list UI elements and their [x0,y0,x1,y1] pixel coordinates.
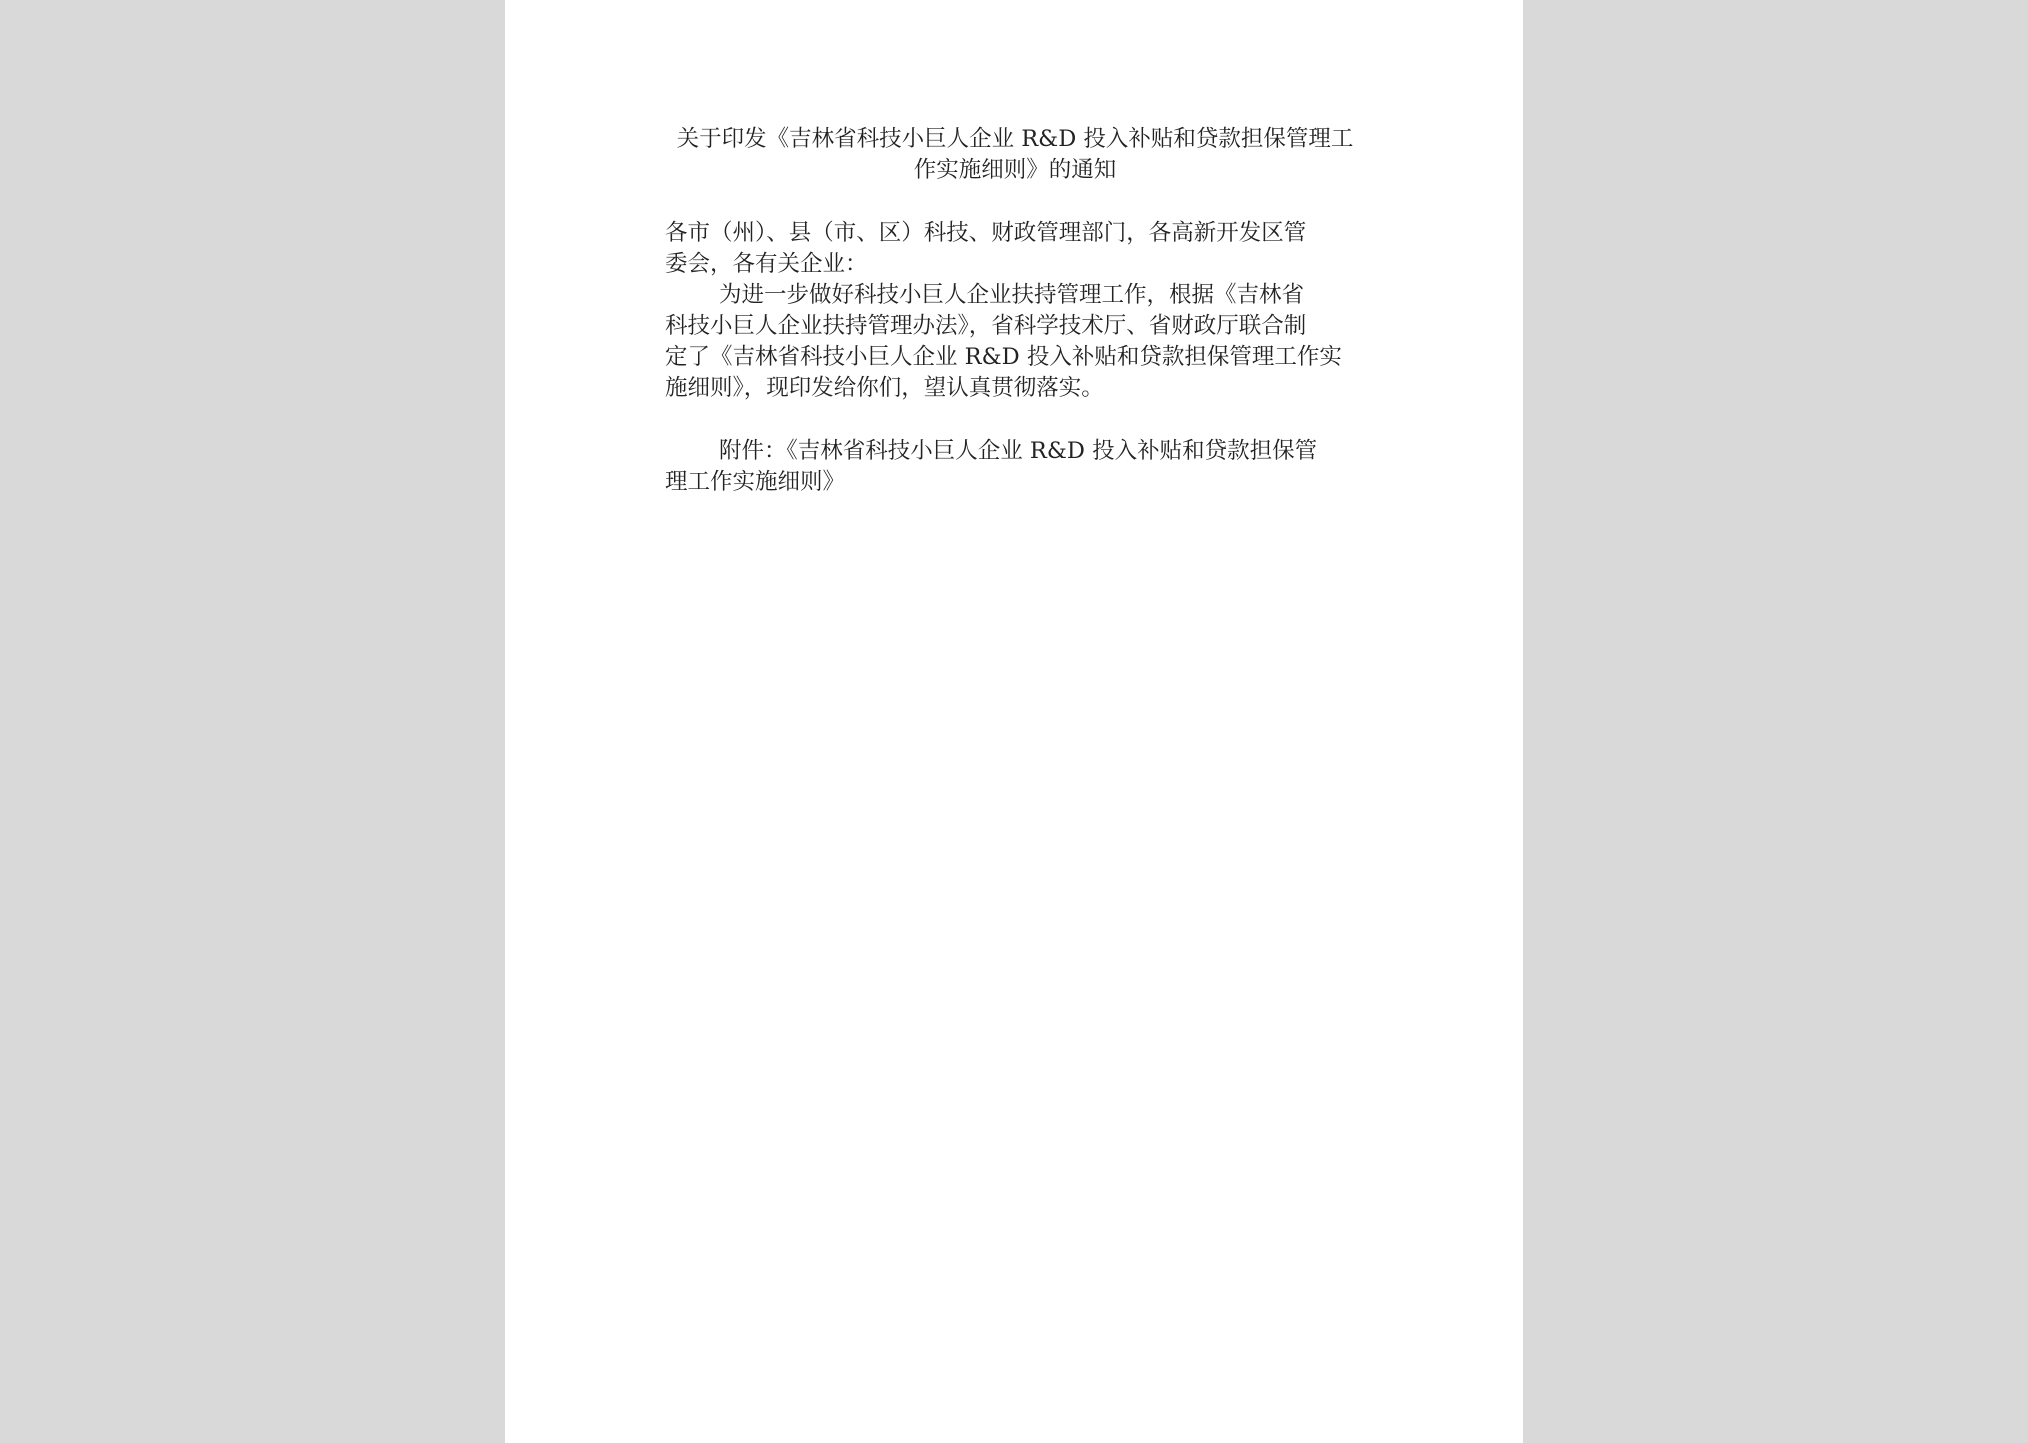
paragraph-line-2: 科技小巨人企业扶持管理办法》，省科学技术厅、省财政厅联合制 [665,313,1307,339]
title-line-2: 作实施细则》的通知 [913,157,1117,183]
document-title [665,124,1365,186]
paragraph-line-4: 施细则》，现印发给你们，望认真贯彻落实。 [665,375,1104,401]
title-line-1: 关于印发《吉林省科技小巨人企业 R&D 投入补贴和贷款担保管理工 [676,126,1354,152]
attachment-note [665,436,1365,498]
addressee [665,218,1365,280]
addressee-line-2: 委会，各有关企业： [665,251,868,277]
document-page [505,0,1523,1443]
paragraph-line-3: 定了《吉林省科技小巨人企业 R&D 投入补贴和贷款担保管理工作实 [665,344,1342,370]
attachment-line-2: 理工作实施细则》 [665,469,846,495]
addressee-line-1: 各市（州）、县（市、区）科技、财政管理部门，各高新开发区管 [665,220,1307,246]
body-paragraph [665,280,1365,404]
attachment-line-1: 附件：《吉林省科技小巨人企业 R&D 投入补贴和贷款担保管 [719,438,1318,464]
paragraph-line-1: 为进一步做好科技小巨人企业扶持管理工作，根据《吉林省 [719,282,1305,308]
